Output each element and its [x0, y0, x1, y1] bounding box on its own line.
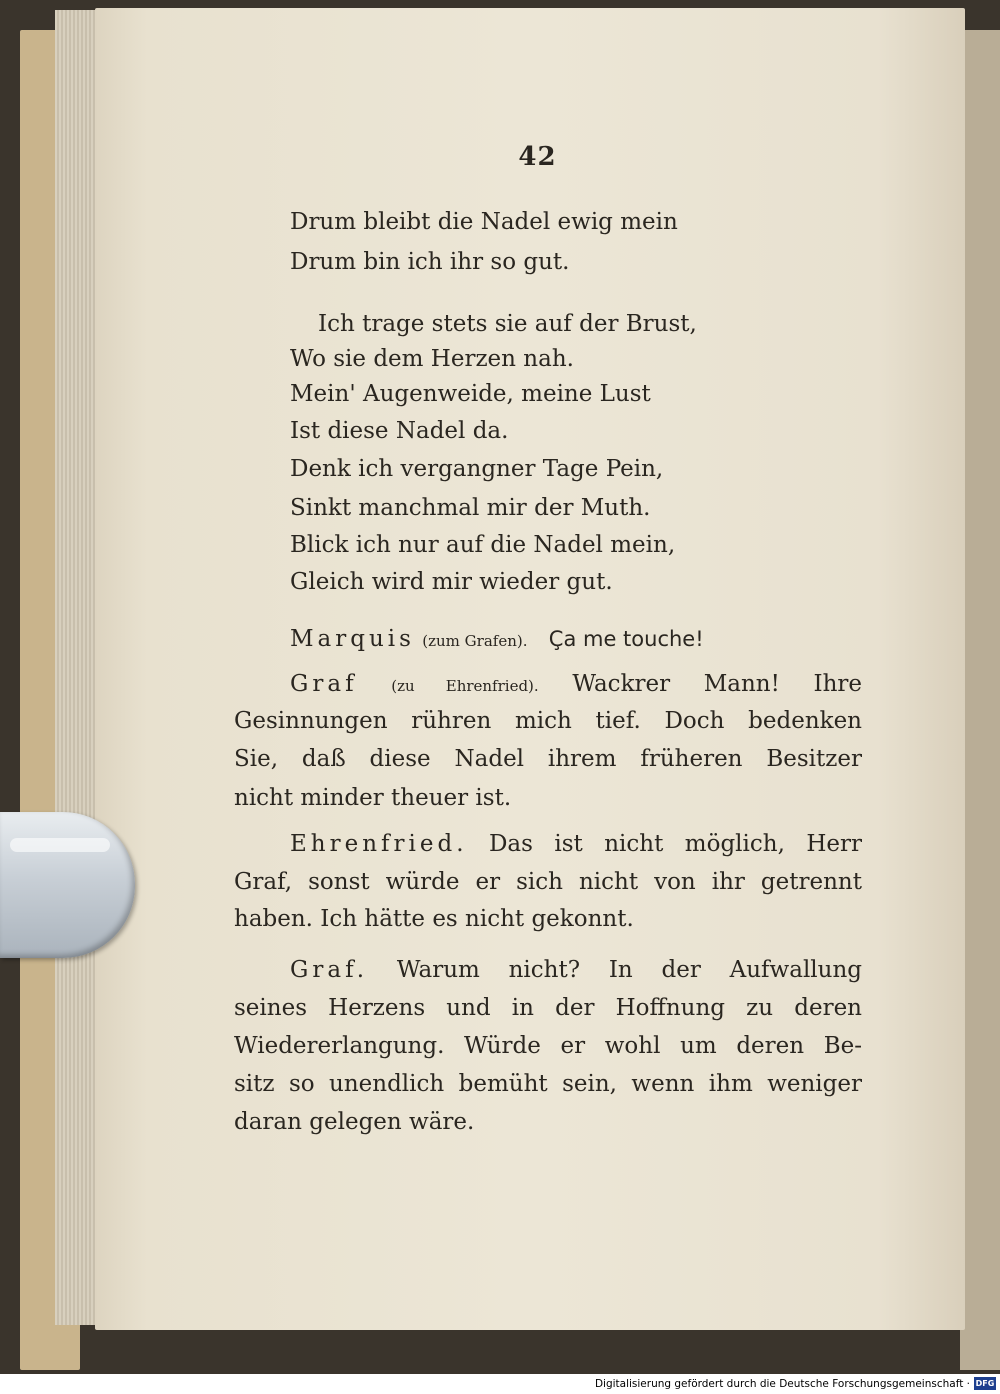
verse-line: Wo sie dem Herzen nah.	[290, 346, 574, 372]
verse-line: Denk ich vergangner Tage Pein,	[290, 456, 664, 482]
verse-line: Drum bleibt die Nadel ewig mein	[290, 209, 678, 235]
dfg-logo-icon: DFG	[975, 1379, 995, 1388]
verse-line: Gleich wird mir wieder gut.	[290, 569, 613, 595]
digitization-footer	[0, 1374, 1000, 1394]
speaker-name: Marquis	[290, 626, 415, 652]
marquis-line	[290, 621, 704, 659]
speech-line: haben. Ich hätte es nicht gekonnt.	[234, 906, 634, 932]
page-number: 42	[518, 142, 557, 172]
graf-line	[290, 666, 862, 704]
verse-line: Blick ich nur auf die Nadel mein,	[290, 532, 676, 558]
verse-line: Sinkt manchmal mir der Muth.	[290, 495, 651, 521]
speech-text: Ça me touche!	[548, 627, 704, 651]
stage-direction: (zu Ehrenfried).	[391, 677, 539, 695]
footer-credit: Digitalisierung gefördert durch die Deutsche Forschungsgemeinschaft ·	[594, 1378, 970, 1390]
verse-line: Mein' Augenweide, meine Lust	[290, 381, 651, 407]
speech-text: Das ist nicht möglich, Herr	[488, 831, 862, 857]
speech-text: Warum nicht? In der Aufwallung	[396, 957, 863, 983]
speech-line: Wiedererlangung. Würde er wohl um deren Be-	[234, 1033, 862, 1059]
verse-line: Ist diese Nadel da.	[290, 418, 509, 444]
verse-line: Ich trage stets sie auf der Brust,	[318, 311, 697, 337]
speaker-name: Graf	[290, 671, 358, 697]
speech-line: Gesinnungen rühren mich tief. Doch bedenken	[234, 708, 862, 734]
ehrenfried-line	[290, 826, 862, 862]
speech-text: Wackrer Mann! Ihre	[572, 671, 863, 697]
graf-line	[290, 952, 862, 988]
page-clip-highlight	[10, 838, 110, 852]
speech-line: Graf, sonst würde er sich nicht von ihr getrennt	[234, 869, 862, 895]
speech-line: daran gelegen wäre.	[234, 1109, 475, 1135]
speech-line: sitz so unendlich bemüht sein, wenn ihm weniger	[234, 1071, 862, 1097]
speaker-name: Ehrenfried.	[290, 831, 468, 857]
speech-line: seines Herzens und in der Hoffnung zu deren	[234, 995, 862, 1021]
speaker-name: Graf.	[290, 957, 369, 983]
speech-line: Sie, daß diese Nadel ihrem früheren Besitzer	[234, 746, 862, 772]
stage-direction: (zum Grafen).	[422, 632, 528, 650]
verse-line: Drum bin ich ihr so gut.	[290, 249, 570, 275]
facing-page-edge	[960, 30, 1000, 1370]
speech-line: nicht minder theuer ist.	[234, 785, 512, 811]
